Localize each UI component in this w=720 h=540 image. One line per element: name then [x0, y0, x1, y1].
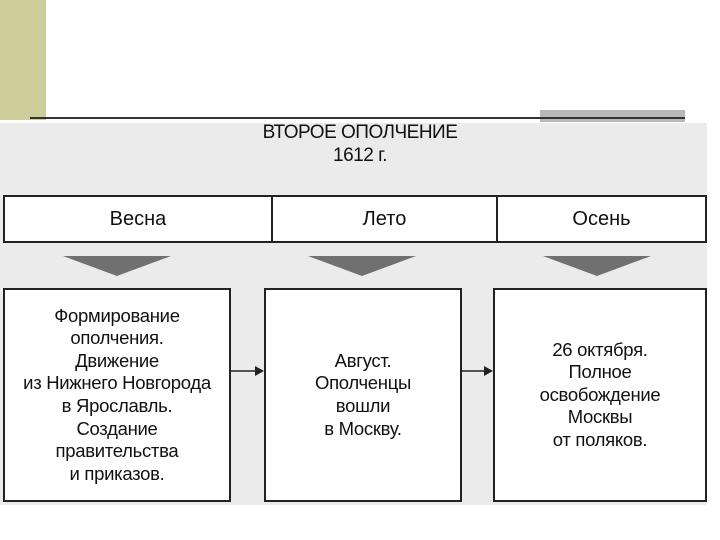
chevron-down-icon	[543, 256, 651, 276]
season-header-row	[3, 195, 707, 243]
arrow-right-icon	[462, 366, 493, 376]
season-summer: Лето	[271, 197, 496, 241]
decorative-side-bar	[0, 0, 46, 120]
event-box-summer: Август. Ополченцы вошли в Москву.	[264, 288, 462, 502]
season-autumn: Осень	[496, 197, 705, 241]
diagram-year: 1612 г.	[333, 145, 387, 166]
decorative-accent-bar	[540, 110, 685, 122]
diagram-title: ВТОРОЕ ОПОЛЧЕНИЕ	[262, 122, 458, 143]
chevron-down-icon	[63, 256, 171, 276]
event-box-autumn: 26 октября. Полное освобождение Москвы от поляков.	[493, 288, 707, 502]
season-spring: Весна	[109, 207, 167, 230]
arrow-right-icon	[231, 366, 264, 376]
event-box-spring: Формирование ополчения. Движение из Нижнего Новгорода в Ярославль. Создание правительства и приказов.	[3, 288, 231, 502]
header-rule	[30, 117, 685, 119]
chevron-down-icon	[308, 256, 416, 276]
